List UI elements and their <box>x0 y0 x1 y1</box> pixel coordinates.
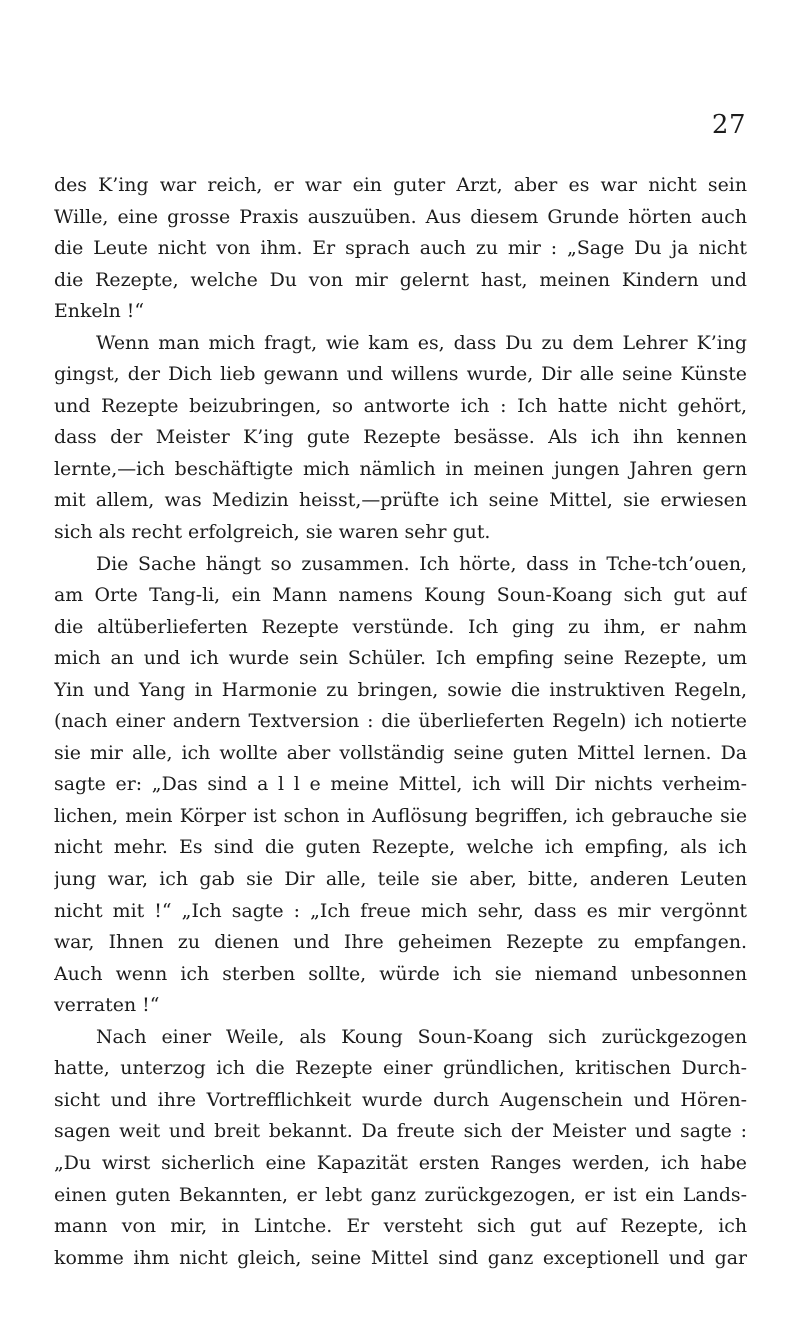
text-line: und Rezepte beizubringen, so antworte ich : Ich hatte nicht gehört, <box>54 394 747 417</box>
text-line: einen guten Bekannten, er lebt ganz zurückgezogen, er ist ein Lands- <box>54 1183 747 1206</box>
paragraph <box>54 549 747 1022</box>
text-line: verraten !“ <box>54 994 160 1017</box>
text-line: Yin und Yang in Harmonie zu bringen, sowie die instruktiven Regeln, <box>54 678 747 701</box>
text-line: sagte er: „Das sind a l l e meine Mittel, ich will Dir nichts verheim- <box>54 773 747 796</box>
text-line: mit allem, was Medizin heisst,—prüfte ich seine Mittel, sie erwiesen <box>54 489 747 512</box>
text-line: Wille, eine grosse Praxis auszuüben. Aus diesem Grunde hörten auch <box>54 205 747 228</box>
text-line: die Rezepte, welche Du von mir gelernt hast, meinen Kindern und <box>54 268 747 291</box>
text-line: des K’ing war reich, er war ein guter Arzt, aber es war nicht sein <box>54 174 747 196</box>
text-line: Wenn man mich fragt, wie kam es, dass Du zu dem Lehrer K’ing <box>96 331 747 354</box>
text-line: gingst, der Dich lieb gewann und willens wurde, Dir alle seine Künste <box>54 363 747 386</box>
text-line: Nach einer Weile, als Koung Soun-Koang sich zurückgezogen <box>96 1025 747 1048</box>
text-line: sich als recht erfolgreich, sie waren sehr gut. <box>54 521 491 544</box>
text-line: nicht mit !“ „Ich sagte : „Ich freue mich sehr, dass es mir vergönnt <box>54 899 747 922</box>
paragraph <box>54 328 747 549</box>
text-line: am Orte Tang-li, ein Mann namens Koung Soun-Koang sich gut auf <box>54 584 747 607</box>
text-line: mann von mir, in Lintche. Er versteht sich gut auf Rezepte, ich <box>54 1215 747 1238</box>
text-line: Auch wenn ich sterben sollte, würde ich sie niemand unbesonnen <box>54 962 747 985</box>
text-line: jung war, ich gab sie Dir alle, teile sie aber, bitte, anderen Leuten <box>54 868 747 891</box>
text-line: nicht mehr. Es sind die guten Rezepte, welche ich empfing, als ich <box>54 836 747 859</box>
text-line: die Leute nicht von ihm. Er sprach auch zu mir : „Sage Du ja nicht <box>54 237 747 260</box>
text-line: sicht und ihre Vortrefflichkeit wurde durch Augenschein und Hören- <box>54 1088 747 1111</box>
text-line: Enkeln !“ <box>54 300 145 323</box>
text-line: „Du wirst sicherlich eine Kapazität ersten Ranges werden, ich habe <box>54 1151 747 1174</box>
paragraph <box>54 170 747 328</box>
text-line: war, Ihnen zu dienen und Ihre geheimen Rezepte zu empfangen. <box>54 931 747 954</box>
text-line: die altüberlieferten Rezepte verstünde. Ich ging zu ihm, er nahm <box>54 615 747 638</box>
body-text <box>54 170 747 1274</box>
text-line: mich an und ich wurde sein Schüler. Ich empfing seine Rezepte, um <box>54 647 747 670</box>
text-line: (nach einer andern Textversion : die überlieferten Regeln) ich notierte <box>54 710 747 733</box>
page-number: 27 <box>711 110 746 140</box>
text-line: hatte, unterzog ich die Rezepte einer gründlichen, kritischen Durch- <box>54 1057 747 1080</box>
text-line: komme ihm nicht gleich, seine Mittel sind ganz exceptionell und gar <box>54 1246 747 1269</box>
paragraph <box>54 1022 747 1274</box>
text-line: lernte,—ich beschäftigte mich nämlich in meinen jungen Jahren gern <box>54 457 747 480</box>
text-line: lichen, mein Körper ist schon in Auflösung begriffen, ich gebrauche sie <box>54 804 747 827</box>
text-line: dass der Meister K’ing gute Rezepte besässe. Als ich ihn kennen <box>54 426 747 449</box>
text-line: sagen weit und breit bekannt. Da freute sich der Meister und sagte : <box>54 1120 747 1143</box>
text-line: Die Sache hängt so zusammen. Ich hörte, dass in Tche-tch’ouen, <box>96 552 747 575</box>
text-line: sie mir alle, ich wollte aber vollständig seine guten Mittel lernen. Da <box>54 741 747 764</box>
